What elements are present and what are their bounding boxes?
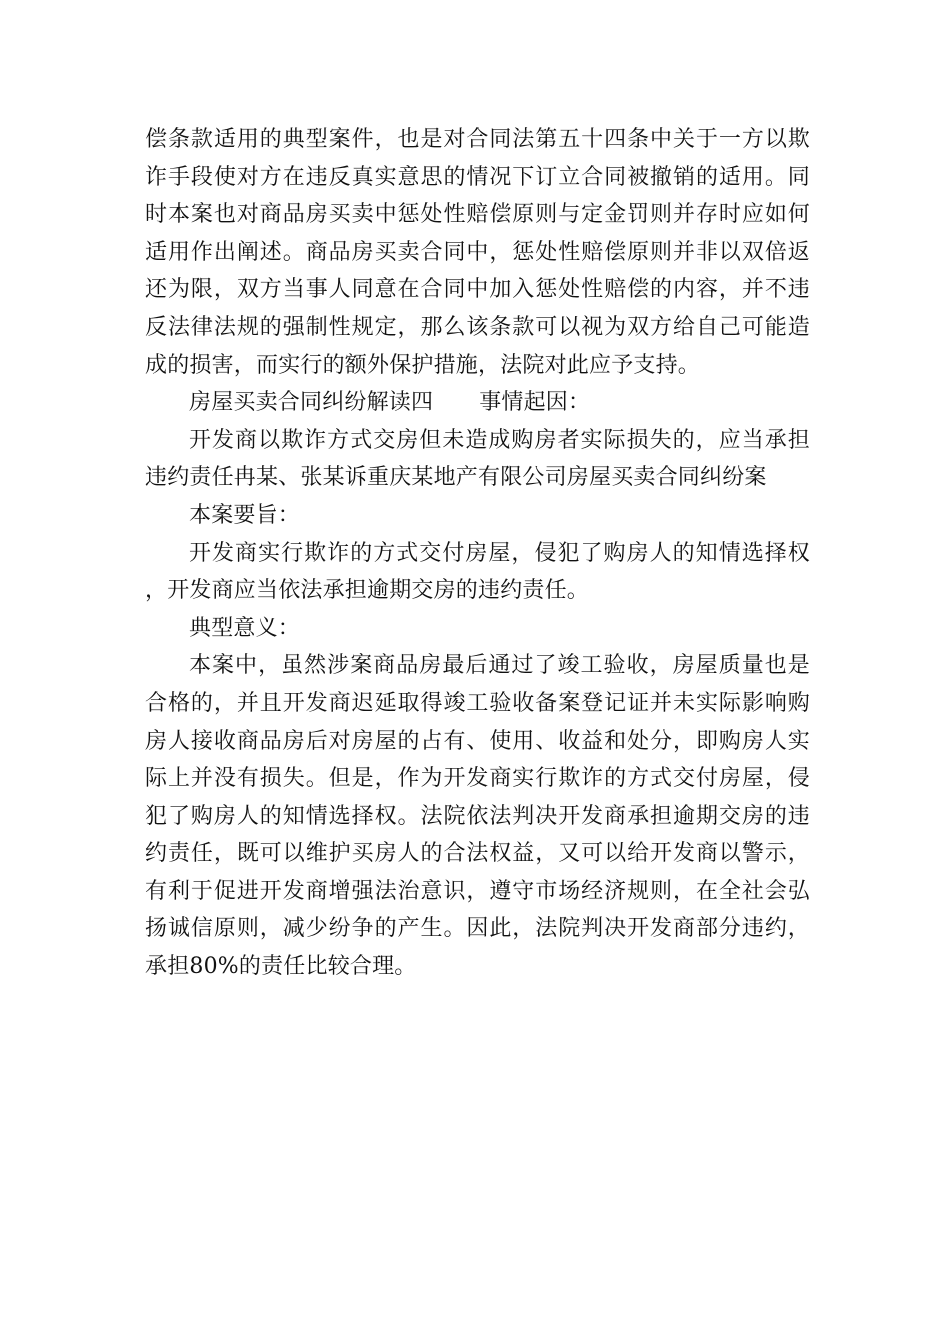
paragraph-case-analysis-continued: 偿条款适用的典型案件，也是对合同法第五十四条中关于一方以欺诈手段使对方在违反真实意思的情况下订立合同被撤销的适用。同时本案也对商品房买卖中惩处性赔偿原则与定金罚则并存时应如何适用作出阐述。商品房买卖合同中，惩处性赔偿原则并非以双倍返还为限，双方当事人同意在合同中加入惩处性赔偿的内容，并不违反法律法规的强制性规定，那么该条款可以视为双方给自己可能造成的损害，而实行的额外保护措施，法院对此应予支持。 [145,127,810,378]
paragraph-significance: 本案中，虽然涉案商品房最后通过了竣工验收，房屋质量也是合格的，并且开发商迟延取得竣工验收备案登记证并未实际影响购房人接收商品房后对房屋的占有、使用、收益和处分，即购房人实际上并没有损失。但是，作为开发商实行欺诈的方式交付房屋，侵犯了购房人的知情选择权。法院依法判决开发商承担逾期交房的违约责任，既可以维护买房人的合法权益，又可以给开发商以警示，有利于促进开发商增强法治意识，遵守市场经济规则，在全社会弘扬诚信原则，减少纷争的产生。因此，法院判决开发商部分违约，承担80%的责任比较合理。 [145,653,810,980]
section-subtitle: 事情起因： [479,390,591,416]
paragraph-case-title: 开发商以欺诈方式交房但未造成购房者实际损失的，应当承担违约责任冉某、张某诉重庆某地产有限公司房屋买卖合同纠纷案 [145,427,810,491]
label-significance: 典型意义： [189,615,301,641]
label-main-point: 本案要旨： [189,502,301,528]
document-body [145,121,810,986]
section-heading [145,384,810,422]
section-title: 房屋买卖合同纠纷解读四 [189,390,434,416]
paragraph-main-point: 开发商实行欺诈的方式交付房屋，侵犯了购房人的知情选择权，开发商应当依法承担逾期交房的违约责任。 [145,540,810,604]
